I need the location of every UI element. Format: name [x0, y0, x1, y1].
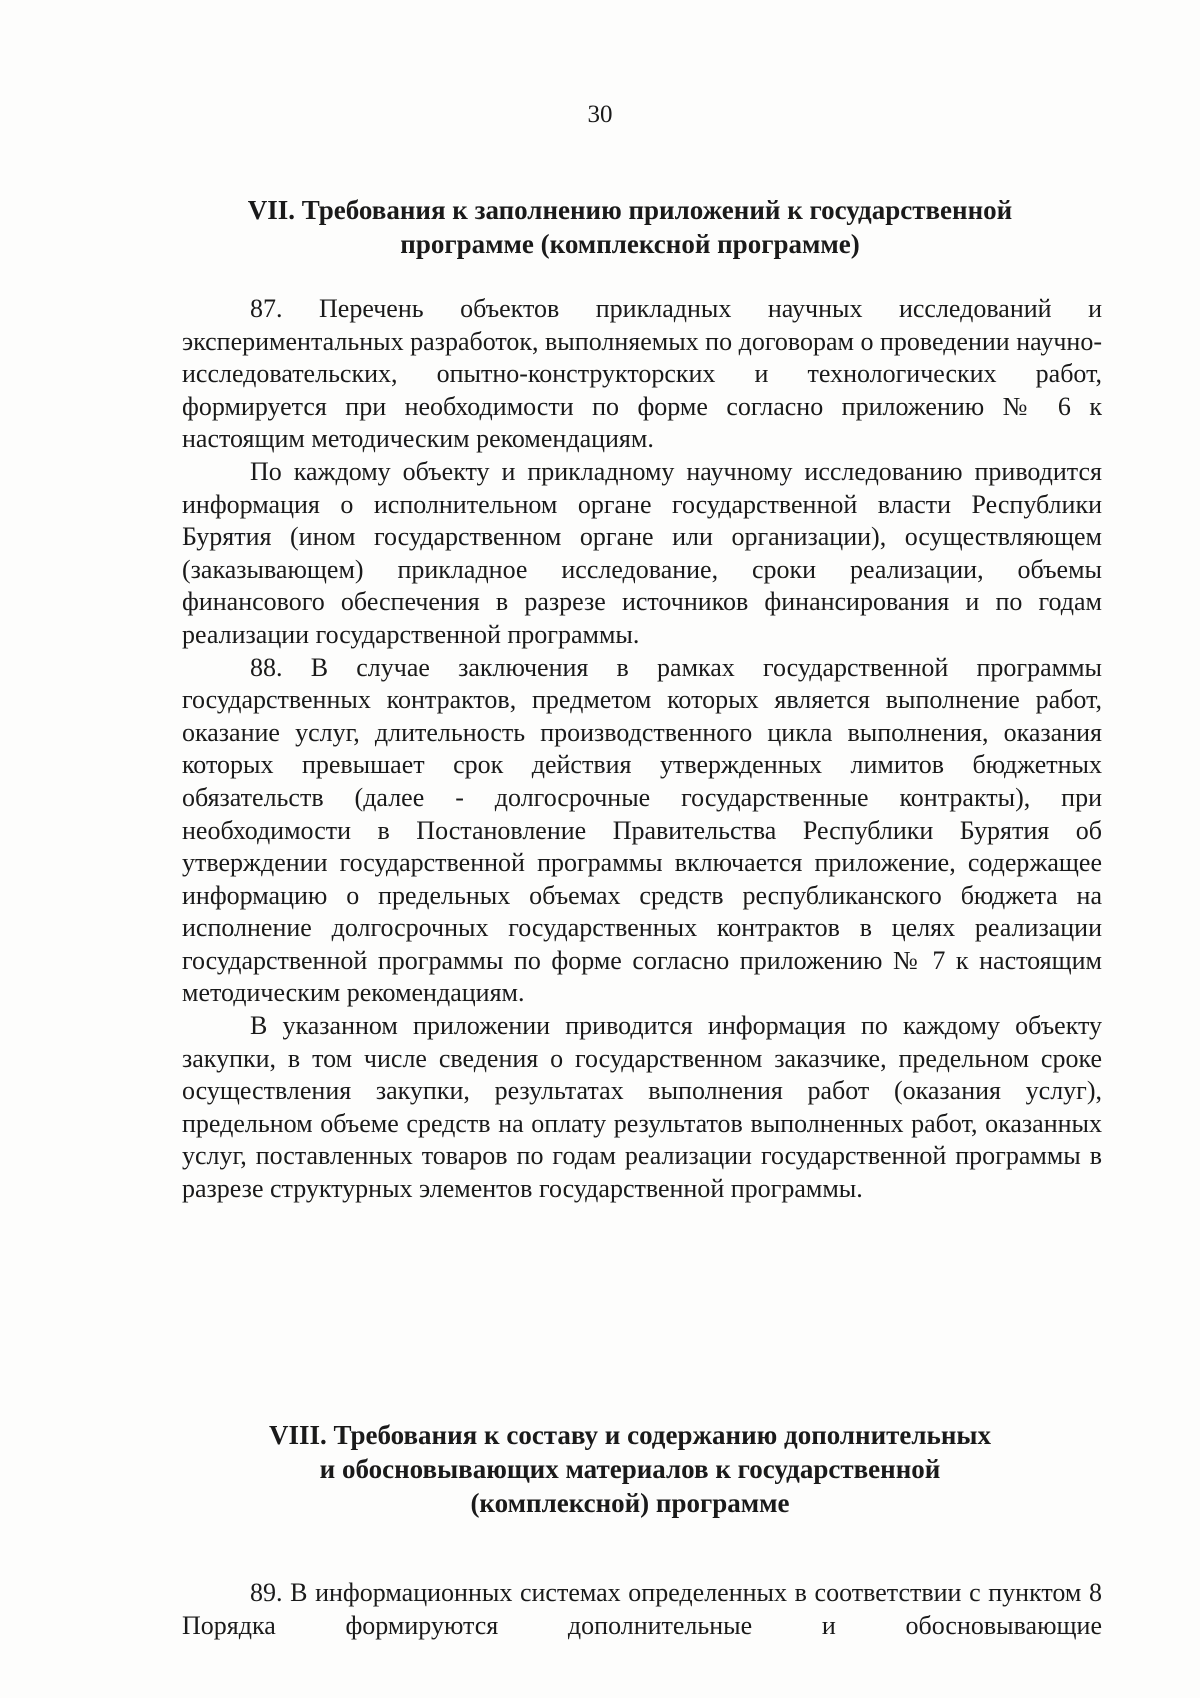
paragraph-88-details: В указанном приложении приводится информация по каждому объекту закупки, в том числе сведения о государственном заказчике, предельном сроке осуществления закупки, результатах выполнения работ (оказания услуг), предельном объеме средств на оплату результатов выполненных работ, оказанных услуг, поставленных товаров по годам реализации государственной программы в разрезе структурных элементов государственной программы. — [182, 1011, 1102, 1204]
section-7-title — [180, 193, 1080, 261]
section-8-title-line-3: (комплексной) программе — [470, 1488, 790, 1518]
section-7-title-line-2: программе (комплексной программе) — [400, 229, 860, 259]
section-7-body — [182, 293, 1102, 1206]
paragraph-87: 87. Перечень объектов прикладных научных исследований и экспериментальных разработок, выполняемых по договорам о проведении научно-исследовательских, опытно-конструкторских и технологических работ, формируется при необходимости по форме согласно приложению № 6 к настоящим методическим рекомендациям. — [182, 294, 1102, 454]
section-8-title-line-1: VIII. Требования к составу и содержанию дополнительных — [269, 1420, 991, 1450]
page-number: 30 — [587, 101, 613, 128]
section-8-title-line-2: и обосновывающих материалов к государственной — [319, 1454, 941, 1484]
section-7-title-line-1: VII. Требования к заполнению приложений к государственной — [247, 195, 1013, 225]
paragraph-87-details: По каждому объекту и прикладному научному исследованию приводится информация о исполнительном органе государственной власти Республики Бурятия (ином государственном органе или организации), осуществляющем (заказывающем) прикладное исследование, сроки реализации, объемы финансового обеспечения в разрезе источников финансирования и по годам реализации государственной программы. — [182, 456, 1102, 649]
paragraph-88: 88. В случае заключения в рамках государственной программы государственных контрактов, предметом которых является выполнение работ, оказание услуг, длительность производственного цикла выполнения, оказания которых превышает срок действия утвержденных лимитов бюджетных обязательств (далее - долгосрочные государственные контракты), при необходимости в Постановление Правительства Республики Бурятия об утверждении государственной программы включается приложение, содержащее информацию о предельных объемах средств республиканского бюджета на исполнение долгосрочных государственных контрактов в целях реализации государственной программы по форме согласно приложению № 7 к настоящим методическим рекомендациям. — [182, 652, 1102, 1008]
section-8-body — [182, 1577, 1102, 1642]
paragraph-89: 89. В информационных системах определенных в соответствии с пунктом 8 Порядка формируются дополнительные и обосновывающие — [182, 1578, 1102, 1640]
section-8-title — [180, 1418, 1080, 1520]
